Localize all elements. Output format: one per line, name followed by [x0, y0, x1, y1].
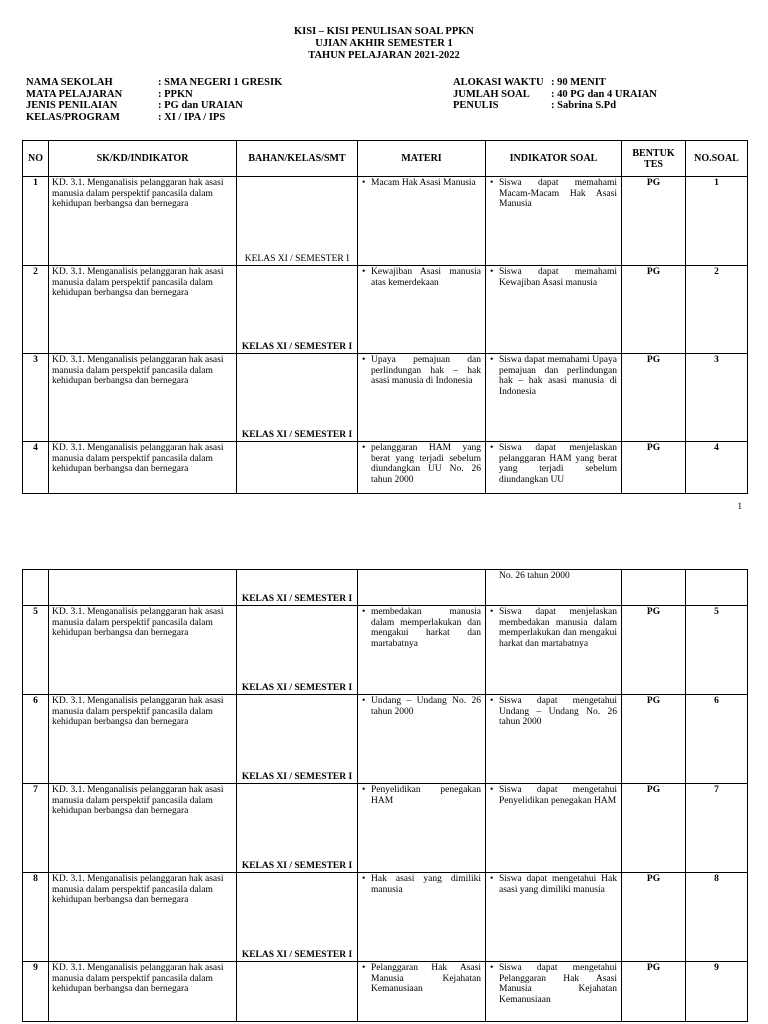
- meta-label: JENIS PENILAIAN: [26, 100, 118, 111]
- indikator-text: • Siswa dapat memahami Upaya pemajuan dan perlindungan hak – hak asasi manusia di Indonesia: [499, 355, 617, 397]
- materi-text: • Hak asasi yang dimiliki manusia: [371, 874, 481, 895]
- row-number: 5: [23, 606, 49, 695]
- no-soal-cell: 6: [686, 695, 748, 784]
- bahan-cell: [237, 962, 358, 1022]
- indikator-text-continued: No. 26 tahun 2000: [499, 571, 570, 581]
- bentuk-tes-cell: PG: [622, 177, 686, 266]
- table-row: [23, 606, 748, 695]
- sk-kd-cell: KD. 3.1. Menganalisis pelanggaran hak asasi manusia dalam perspektif pancasila dalam kehidupan berbangsa dan bernegara: [49, 177, 237, 266]
- materi-cell: [358, 570, 486, 606]
- bahan-text: KELAS XI / SEMESTER I: [244, 253, 350, 264]
- column-header: INDIKATOR SOAL: [486, 141, 622, 177]
- materi-cell: [358, 873, 486, 962]
- bahan-text: KELAS XI / SEMESTER I: [241, 682, 353, 693]
- page-number: 1: [737, 501, 742, 511]
- indikator-text: • Siswa dapat mengetahui Pelanggaran Hak Asasi Manusia Kejahatan Kemanusiaan: [499, 963, 617, 1005]
- bahan-text: KELAS XI / SEMESTER I: [241, 341, 353, 352]
- row-number: 7: [23, 784, 49, 873]
- table-row-continued: [23, 570, 748, 606]
- materi-cell: [358, 266, 486, 354]
- materi-cell: [358, 606, 486, 695]
- table-row: [23, 266, 748, 354]
- table-row: [23, 695, 748, 784]
- meta-label: KELAS/PROGRAM: [26, 111, 120, 123]
- bentuk-tes-cell: PG: [622, 606, 686, 695]
- meta-label: ALOKASI WAKTU: [453, 77, 544, 88]
- sk-kd-cell: KD. 3.1. Menganalisis pelanggaran hak asasi manusia dalam perspektif pancasila dalam kehidupan berbangsa dan bernegara: [49, 784, 237, 873]
- indikator-cell: [486, 873, 622, 962]
- meta-value: : XI / IPA / IPS: [158, 111, 226, 123]
- kisi-table-page-2: [22, 569, 748, 1022]
- materi-cell: [358, 354, 486, 442]
- table-row: [23, 873, 748, 962]
- column-header: BAHAN/KELAS/SMT: [237, 141, 358, 177]
- bentuk-tes-cell: PG: [622, 695, 686, 784]
- sk-kd-cell: KD. 3.1. Menganalisis pelanggaran hak asasi manusia dalam perspektif pancasila dalam kehidupan berbangsa dan bernegara: [49, 266, 237, 354]
- indikator-text: • Siswa dapat memahami Kewajiban Asasi manusia: [499, 267, 617, 288]
- indikator-cell: [486, 695, 622, 784]
- materi-text: • Pelanggaran Hak Asasi Manusia Kejahatan Kemanusiaan: [371, 963, 481, 995]
- row-number: 1: [23, 177, 49, 266]
- bentuk-tes-cell: PG: [622, 962, 686, 1022]
- row-number: 2: [23, 266, 49, 354]
- bahan-cell: [237, 873, 358, 962]
- no-soal-cell: [686, 570, 748, 606]
- bahan-cell: [237, 266, 358, 354]
- bahan-cell: [237, 606, 358, 695]
- row-number: 4: [23, 442, 49, 494]
- bahan-text: KELAS XI / SEMESTER I: [241, 949, 353, 960]
- materi-text: • Upaya pemajuan dan perlindungan hak – hak asasi manusia di Indonesia: [371, 355, 481, 387]
- table-row: [23, 354, 748, 442]
- meta-label: JUMLAH SOAL: [453, 88, 530, 100]
- column-header: NO.SOAL: [686, 141, 748, 177]
- no-soal-cell: 8: [686, 873, 748, 962]
- materi-text: • Penyelidikan penegakan HAM: [371, 785, 481, 806]
- kisi-table-page-1: [22, 140, 748, 494]
- meta-value: : SMA NEGERI 1 GRESIK: [158, 77, 283, 88]
- indikator-cell: [486, 784, 622, 873]
- indikator-cell: [486, 354, 622, 442]
- materi-text: • Macam Hak Asasi Manusia: [371, 178, 481, 189]
- indikator-cell: [486, 570, 622, 606]
- table-row: [23, 177, 748, 266]
- indikator-cell: [486, 962, 622, 1022]
- meta-label: NAMA SEKOLAH: [26, 77, 113, 88]
- meta-value: : Sabrina S.Pd: [551, 100, 617, 111]
- materi-text: • membedakan manusia dalam memperlakukan dan mengakui harkat dan martabatnya: [371, 607, 481, 649]
- materi-text: • Undang – Undang No. 26 tahun 2000: [371, 696, 481, 717]
- bahan-cell: [237, 784, 358, 873]
- column-header: SK/KD/INDIKATOR: [49, 141, 237, 177]
- table-row: [23, 442, 748, 494]
- meta-value: : 40 PG dan 4 URAIAN: [551, 88, 657, 100]
- sk-kd-cell: KD. 3.1. Menganalisis pelanggaran hak asasi manusia dalam perspektif pancasila dalam kehidupan berbangsa dan bernegara: [49, 873, 237, 962]
- doc-subtitle: UJIAN AKHIR SEMESTER 1: [315, 38, 453, 49]
- meta-left: [26, 77, 282, 123]
- bahan-text: KELAS XI / SEMESTER I: [241, 593, 353, 604]
- row-number: 3: [23, 354, 49, 442]
- bentuk-tes-cell: PG: [622, 873, 686, 962]
- no-soal-cell: 9: [686, 962, 748, 1022]
- row-number: [23, 570, 49, 606]
- no-soal-cell: 4: [686, 442, 748, 494]
- bahan-cell: [237, 354, 358, 442]
- sk-kd-cell: KD. 3.1. Menganalisis pelanggaran hak asasi manusia dalam perspektif pancasila dalam kehidupan berbangsa dan bernegara: [49, 695, 237, 784]
- table-header-row: [23, 141, 748, 177]
- table-row: [23, 784, 748, 873]
- column-header: BENTUK TES: [622, 141, 686, 177]
- no-soal-cell: 5: [686, 606, 748, 695]
- indikator-cell: [486, 177, 622, 266]
- bahan-cell: [237, 570, 358, 606]
- materi-cell: [358, 442, 486, 494]
- materi-text: • Kewajiban Asasi manusia atas kemerdekaan: [371, 267, 481, 288]
- no-soal-cell: 7: [686, 784, 748, 873]
- bentuk-tes-cell: PG: [622, 784, 686, 873]
- bentuk-tes-cell: [622, 570, 686, 606]
- bahan-text: KELAS XI / SEMESTER I: [241, 429, 353, 440]
- doc-year: TAHUN PELAJARAN 2021-2022: [308, 50, 460, 61]
- indikator-text: • Siswa dapat memahami Macam-Macam Hak Asasi Manusia: [499, 178, 617, 210]
- materi-text: • pelanggaran HAM yang berat yang terjadi sebelum diundangkan UU No. 26 tahun 2000: [371, 443, 481, 485]
- meta-value: : PPKN: [158, 88, 193, 100]
- indikator-text: • Siswa dapat mengetahui Undang – Undang No. 26 tahun 2000: [499, 696, 617, 728]
- column-header: MATERI: [358, 141, 486, 177]
- doc-title: KISI – KISI PENULISAN SOAL PPKN: [293, 26, 474, 37]
- indikator-text: • Siswa dapat menjelaskan pelanggaran HAM yang berat yang terjadi sebelum diundangkan UU: [499, 443, 617, 485]
- row-number: 6: [23, 695, 49, 784]
- materi-cell: [358, 695, 486, 784]
- bahan-cell: [237, 177, 358, 266]
- bentuk-tes-cell: PG: [622, 266, 686, 354]
- indikator-text: • Siswa dapat menjelaskan membedakan manusia dalam memperlakukan dan mengakui harkat dan martabatnya: [499, 607, 617, 649]
- bahan-cell: [237, 442, 358, 494]
- sk-kd-cell: KD. 3.1. Menganalisis pelanggaran hak asasi manusia dalam perspektif pancasila dalam kehidupan berbangsa dan bernegara: [49, 354, 237, 442]
- bahan-text: KELAS XI / SEMESTER I: [241, 860, 353, 871]
- meta-value: : 90 MENIT: [551, 77, 606, 88]
- indikator-cell: [486, 266, 622, 354]
- meta-label: PENULIS: [453, 100, 499, 111]
- sk-kd-cell: KD. 3.1. Menganalisis pelanggaran hak asasi manusia dalam perspektif pancasila dalam kehidupan berbangsa dan bernegara: [49, 962, 237, 1022]
- meta-label: MATA PELAJARAN: [26, 88, 123, 100]
- materi-cell: [358, 962, 486, 1022]
- bentuk-tes-cell: PG: [622, 442, 686, 494]
- indikator-text: • Siswa dapat mengetahui Hak asasi yang dimiliki manusia: [499, 874, 617, 895]
- table-row: [23, 962, 748, 1022]
- bahan-cell: [237, 695, 358, 784]
- materi-cell: [358, 177, 486, 266]
- row-number: 9: [23, 962, 49, 1022]
- no-soal-cell: 2: [686, 266, 748, 354]
- indikator-cell: [486, 442, 622, 494]
- no-soal-cell: 1: [686, 177, 748, 266]
- sk-kd-cell: [49, 570, 237, 606]
- sk-kd-cell: KD. 3.1. Menganalisis pelanggaran hak asasi manusia dalam perspektif pancasila dalam kehidupan berbangsa dan bernegara: [49, 442, 237, 494]
- row-number: 8: [23, 873, 49, 962]
- sk-kd-cell: KD. 3.1. Menganalisis pelanggaran hak asasi manusia dalam perspektif pancasila dalam kehidupan berbangsa dan bernegara: [49, 606, 237, 695]
- no-soal-cell: 3: [686, 354, 748, 442]
- meta-value: : PG dan URAIAN: [158, 100, 243, 111]
- indikator-cell: [486, 606, 622, 695]
- materi-cell: [358, 784, 486, 873]
- column-header: NO: [23, 141, 49, 177]
- meta-right: [453, 77, 657, 112]
- indikator-text: • Siswa dapat mengetahui Penyelidikan penegakan HAM: [499, 785, 617, 806]
- bentuk-tes-cell: PG: [622, 354, 686, 442]
- bahan-text: KELAS XI / SEMESTER I: [241, 771, 353, 782]
